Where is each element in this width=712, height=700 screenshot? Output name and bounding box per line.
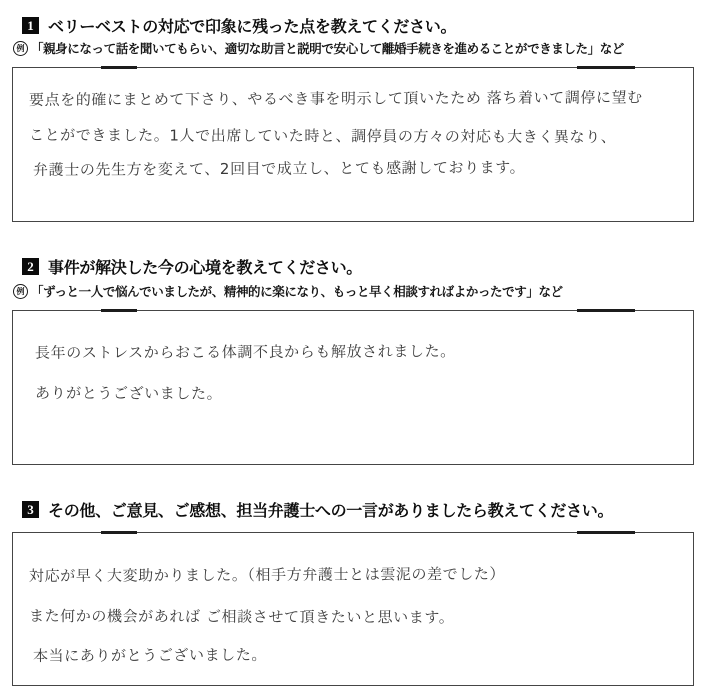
question-2-text: 事件が解決した今の心境を教えてください。 [48,260,363,277]
handwritten-line: ありがとうございました。 [34,384,223,403]
question-2-number-badge: 2 [22,258,39,275]
handwritten-line: 本当にありがとうございました。 [32,645,268,665]
answer-box-2 [12,310,694,465]
question-1-number-badge: 1 [22,17,39,34]
question-3-number-badge: 3 [22,501,39,518]
handwritten-line: ことができました。1人で出席していた時と、調停員の方々の対応も大きく異なり、 [28,126,617,147]
handwritten-line: 長年のストレスからおこる体調不良からも解放されました。 [34,342,456,362]
handwritten-line: 対応が早く大変助かりました。（相手方弁護士とは雲泥の差でした） [28,564,506,585]
question-1-heading [22,14,456,37]
question-3-text: その他、ご意見、ご感想、担当弁護士への一言がありましたら教えてください。 [48,503,614,520]
question-1-example-text: 「親身になって話を聞いてもらい、適切な助言と説明で安心して離婚手続きを進めることができました」など [31,42,624,56]
question-1-text: ベリーベストの対応で印象に残った点を教えてください。 [48,19,457,36]
question-2-example-line [13,282,563,300]
answer-box-3 [12,532,694,686]
handwritten-line: 弁護士の先生方を変えて、2回目で成立し、とても感謝しております。 [32,158,526,179]
question-2-example-text: 「ずっと一人で悩んでいましたが、精神的に楽になり、もっと早く相談すればよかったです」など [31,285,563,299]
answer-box-1 [12,67,694,222]
question-3-heading [22,498,613,521]
question-2-heading [22,255,362,278]
handwritten-line: 要点を的確にまとめて下さり、やるべき事を明示して頂いたため 落ち着いて調停に望む [28,88,643,109]
handwritten-line: また何かの機会があれば ご相談させて頂きたいと思います。 [28,607,455,627]
example-circle-icon: 例 [13,284,28,299]
question-1-example-line [13,39,624,57]
example-circle-icon: 例 [13,41,28,56]
